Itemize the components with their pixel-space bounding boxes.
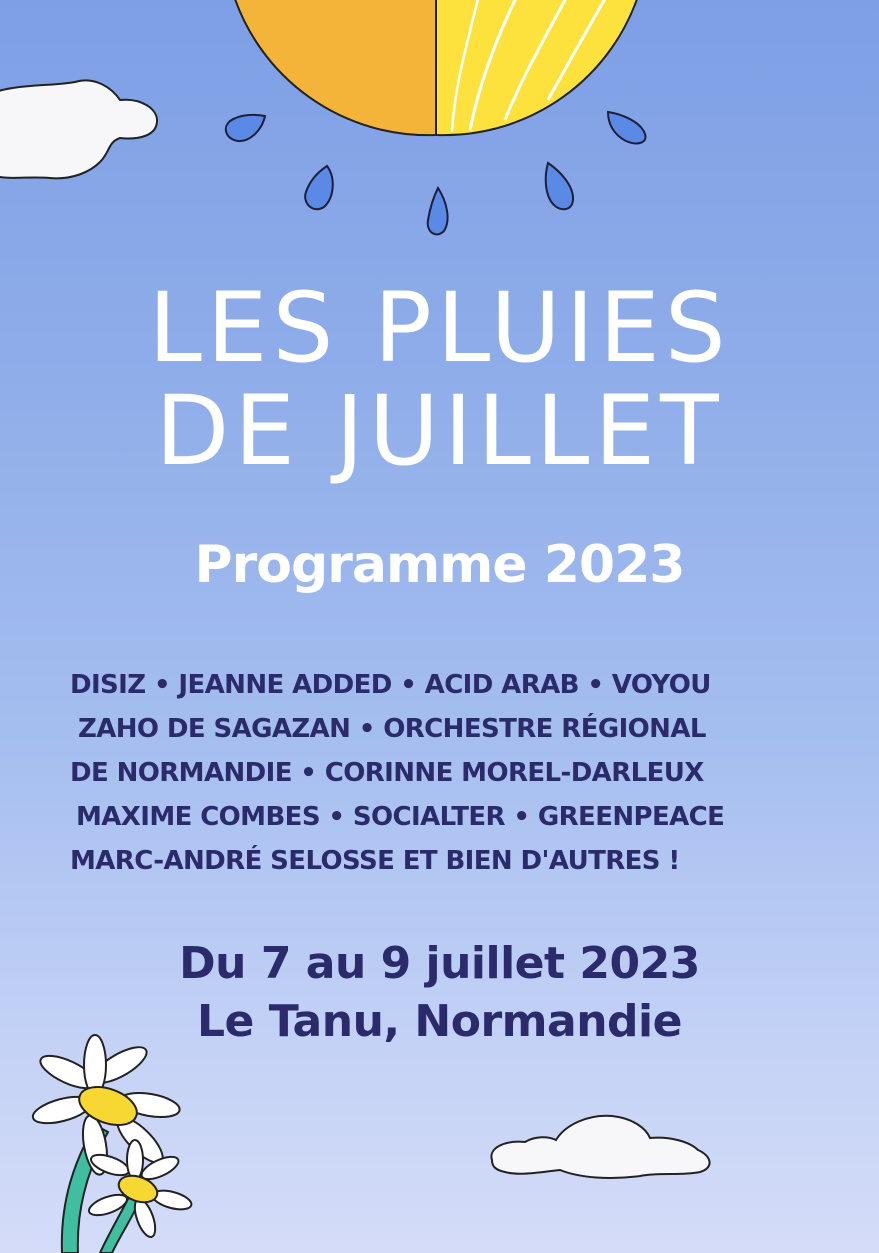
lineup-line: DE NORMANDIE • CORINNE MOREL-DARLEUX [70,758,704,788]
raindrop-icon [305,166,333,209]
raindrop-icon [546,163,573,209]
lineup-line: DISIZ • JEANNE ADDED • ACID ARAB • VOYOU [70,670,711,700]
lineup-line: MAXIME COMBES • SOCIALTER • GREENPEACE [76,802,725,832]
raindrop-icon [608,112,646,143]
poster-subtitle: Programme 2023 [194,535,685,595]
daisy-icon [30,1035,193,1253]
sun-icon [232,0,640,135]
lineup-line: ZAHO DE SAGAZAN • ORCHESTRE RÉGIONAL [78,714,706,744]
lineup-line: MARC-ANDRÉ SELOSSE ET BIEN D'AUTRES ! [70,846,680,876]
raindrop-icon [226,115,265,141]
poster-title-line-1: LES PLUIES [148,272,731,384]
event-location: Le Tanu, Normandie [197,996,682,1047]
cloud-icon [491,1116,709,1178]
raindrop-icon [428,188,448,234]
cloud-icon [0,80,157,178]
event-dates: Du 7 au 9 juillet 2023 [179,938,700,989]
poster-title-line-2: DE JUILLET [155,375,724,487]
